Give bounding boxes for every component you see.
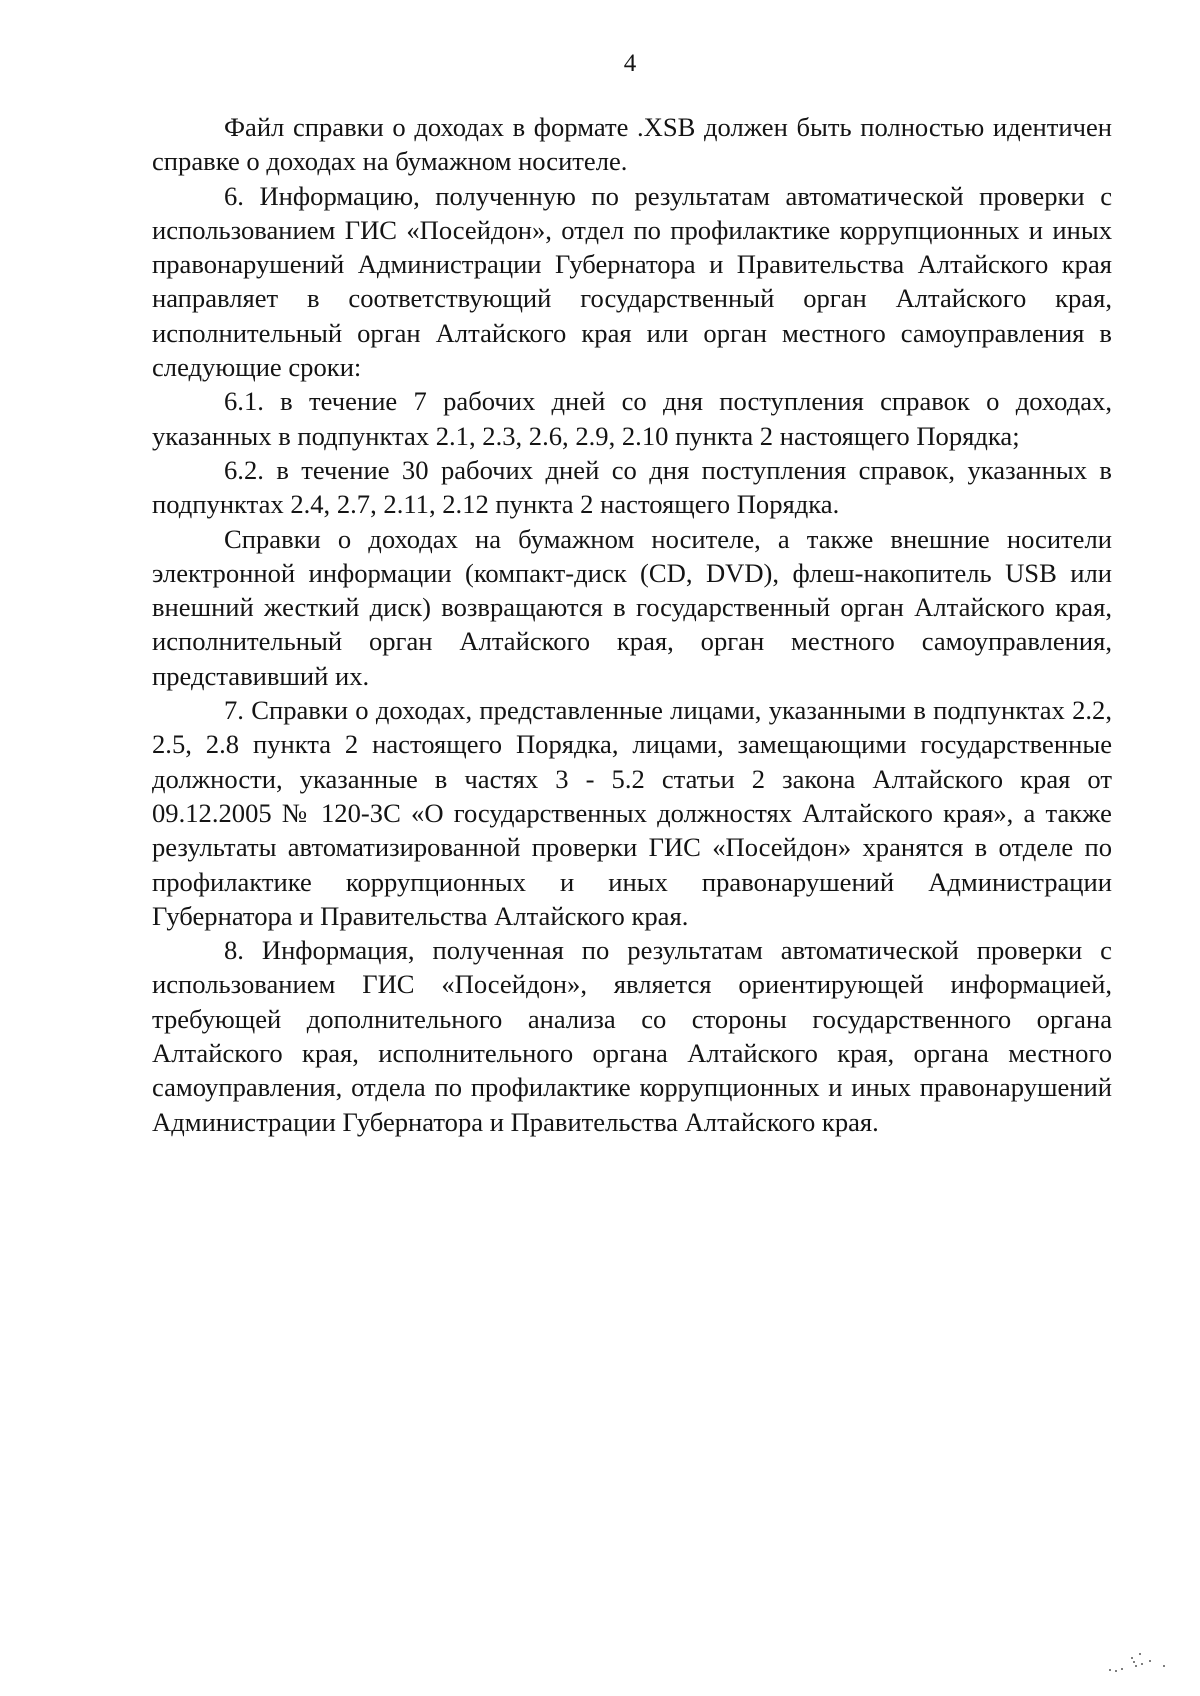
- paragraph-xsb-file: Файл справки о доходах в формате .XSB должен быть полностью идентичен справке о доходах на бумажном носителе.: [152, 112, 1112, 177]
- paragraph-item-7: 7. Справки о доходах, представленные лицами, указанными в подпунктах 2.2, 2.5, 2.8 пункта 2 настоящего Порядка, лицами, замещающими государственные должности, указанные в частях 3 - 5.2 статьи 2 закона Алтайского края от 09.12.2005 № 120-ЗС «О государственных должностях Алтайского края», а также результаты автоматизированной проверки ГИС «Посейдон» хранятся в отделе по профилактике коррупционных и иных правонарушений Администрации Губернатора и Правительства Алтайского края.: [152, 695, 1112, 931]
- paragraph-item-6-2: 6.2. в течение 30 рабочих дней со дня поступления справок, указанных в подпунктах 2.4, 2.7, 2.11, 2.12 пункта 2 настоящего Порядка.: [152, 454, 1112, 520]
- paragraph-item-8: 8. Информация, полученная по результатам автоматической проверки с использованием ГИС «Посейдон», является ориентирующей информацией, требующей дополнительного анализа со стороны государственного органа Алтайского края, исполнительного органа Алтайского края, органа местного самоуправления, отдела по профилактике коррупционных и иных правонарушений Администрации Губернатора и Правительства Алтайского края.: [152, 935, 1112, 1137]
- paragraph-item-6-1: 6.1. в течение 7 рабочих дней со дня поступления справок о доходах, указанных в подпунктах 2.1, 2.3, 2.6, 2.9, 2.10 пункта 2 настоящего Порядка;: [152, 386, 1112, 451]
- paragraph-return-media: Справки о доходах на бумажном носителе, а также внешние носители электронной информации (компакт-диск (CD, DVD), флеш-накопитель USB или внешний жесткий диск) возвращаются в государственный орган Алтайского края, исполнительный орган Алтайского края, орган местного самоуправления, представивший их.: [152, 523, 1112, 691]
- page-number: 4: [623, 50, 637, 77]
- document-body: [152, 110, 1112, 1139]
- scan-specks: [1104, 1640, 1184, 1680]
- paragraph-item-6: 6. Информацию, полученную по результатам автоматической проверки с использованием ГИС «Посейдон», отдел по профилактике коррупционных и иных правонарушений Администрации Губернатора и Правительства Алтайского края направляет в соответствующий государственный орган Алтайского края, исполнительный орган Алтайского края или орган местного самоуправления в следующие сроки:: [152, 180, 1112, 383]
